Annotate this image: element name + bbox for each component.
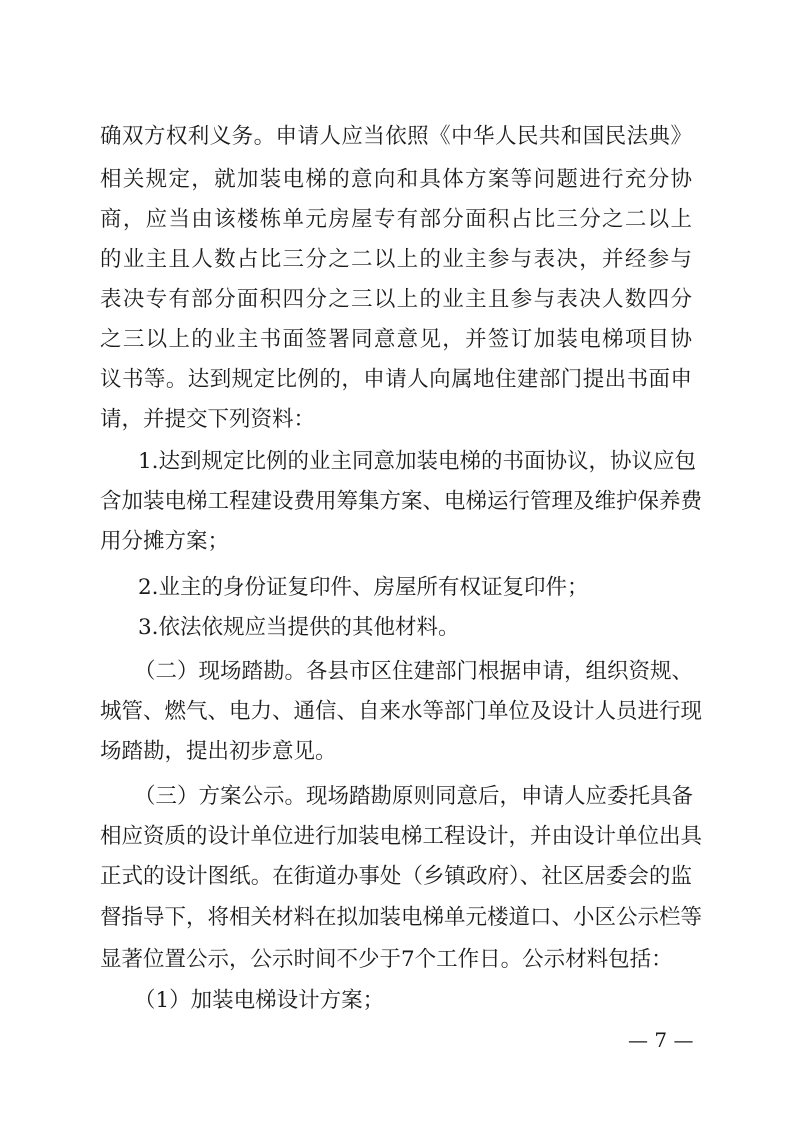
text-line: （三）方案公示。现场踏勘原则同意后，申请人应委托具备 — [134, 784, 694, 809]
text-line: 2.业主的身份证复印件、房屋所有权证复印件； — [138, 575, 589, 600]
text-line: 督指导下，将相关材料在拟加装电梯单元楼道口、小区公示栏等 — [100, 905, 703, 930]
page-number: — 7 — — [628, 1028, 694, 1052]
text-line: 含加装电梯工程建设费用筹集方案、电梯运行管理及维护保养费 — [100, 489, 703, 514]
text-line: 的业主且人数占比三分之二以上的业主参与表决，并经参与 — [100, 247, 692, 272]
text-line: 1.达到规定比例的业主同意加装电梯的书面协议，协议应包 — [138, 449, 697, 474]
text-line: 显著位置公示，公示时间不少于7个工作日。公示材料包括： — [100, 947, 673, 972]
text-line: 之三以上的业主书面签署同意意见，并签订加装电梯项目协 — [100, 327, 692, 352]
text-line: 正式的设计图纸。在街道办事处（乡镇政府）、社区居委会的监 — [100, 864, 692, 889]
text-line: 3.依法依规应当提供的其他材料。 — [138, 615, 460, 640]
text-line: 用分摊方案； — [100, 529, 230, 554]
text-line: 表决专有部分面积四分之三以上的业主且参与表决人数四分 — [100, 287, 692, 312]
text-line: （1）加装电梯设计方案； — [134, 988, 385, 1013]
text-line: 城管、燃气、电力、通信、自来水等部门单位及设计人员进行现 — [100, 699, 703, 724]
text-line: （二）现场踏勘。各县市区住建部门根据申请，组织资规、 — [134, 659, 694, 684]
text-line: 商，应当由该楼栋单元房屋专有部分面积占比三分之二以上 — [100, 207, 692, 232]
text-line: 相关规定，就加装电梯的意向和具体方案等问题进行充分协 — [100, 167, 692, 192]
text-line: 相应资质的设计单位进行加装电梯工程设计，并由设计单位出具 — [100, 824, 703, 849]
text-line: 请，并提交下列资料： — [100, 407, 316, 432]
text-line: 议书等。达到规定比例的，申请人向属地住建部门提出书面申 — [100, 367, 692, 392]
text-line: 确双方权利义务。申请人应当依照《中华人民共和国民法典》 — [100, 124, 692, 149]
text-line: 场踏勘，提出初步意见。 — [100, 739, 337, 764]
